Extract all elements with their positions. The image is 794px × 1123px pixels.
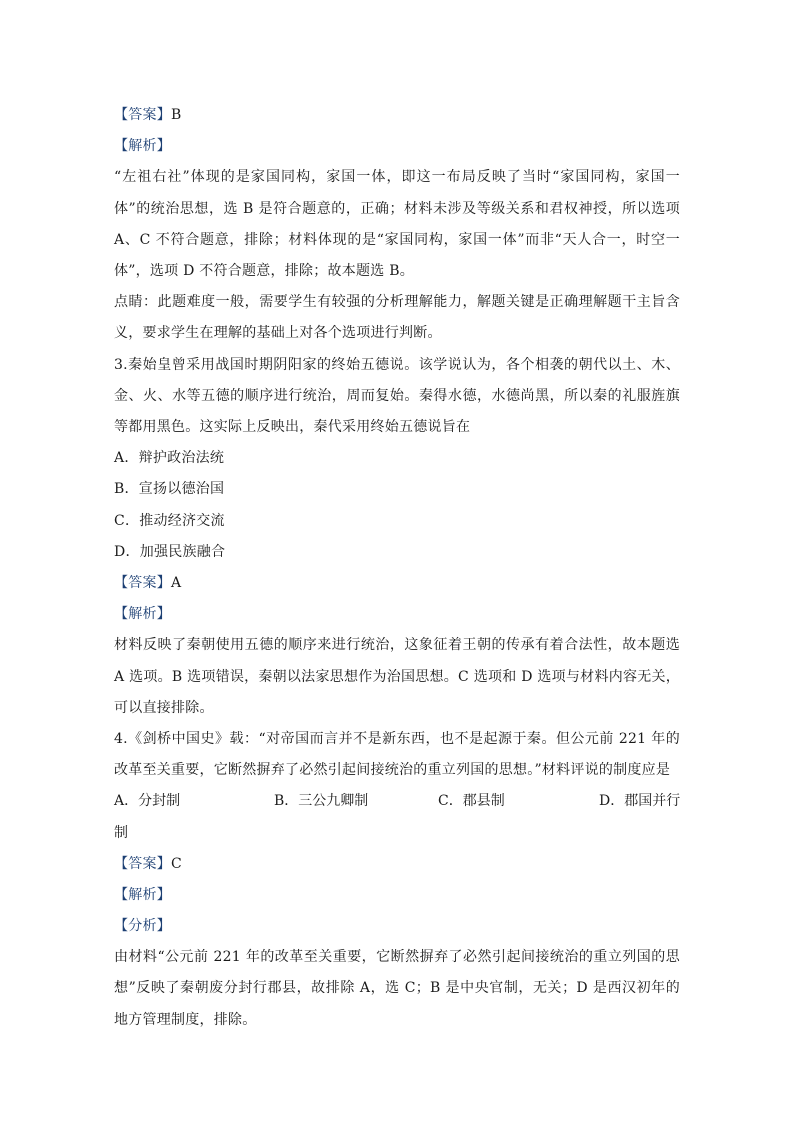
breakdown-tag: 【分析】 bbox=[114, 918, 171, 935]
answer-line-q4 bbox=[114, 849, 680, 880]
question-stem-q3: 3.秦始皇曾采用战国时期阴阳家的终始五德说。该学说认为，各个相袭的朝代以土、木、金、火、水等五德的顺序进行统治，周而复始。秦得水德，水德尚黑，所以秦的礼服旌旗等都用黑色。这实际上反映出，秦代采用终始五德说旨在 bbox=[114, 356, 680, 435]
analysis-heading-q2 bbox=[114, 131, 680, 162]
answer-value: C bbox=[171, 855, 182, 872]
answer-line-q2 bbox=[114, 100, 680, 131]
option-b-q4: B．三公九卿制 bbox=[274, 793, 369, 810]
answer-tag: 【答案】 bbox=[114, 574, 171, 591]
question-stem-q4: 4.《剑桥中国史》载：“对帝国而言并不是新东西，也不是起源于秦。但公元前 221 年的改革至关重要，它断然摒弃了必然引起间接统治的重立列国的思想。”材料评说的制度应是 bbox=[114, 730, 680, 779]
option-d-q4-continued: 制 bbox=[114, 824, 129, 841]
answer-line-q3 bbox=[114, 568, 680, 599]
answer-tag: 【答案】 bbox=[114, 855, 171, 872]
analysis-heading-q4 bbox=[114, 880, 680, 911]
answer-value: A bbox=[171, 574, 182, 591]
answer-tag: 【答案】 bbox=[114, 107, 171, 123]
document-page bbox=[114, 100, 680, 1036]
analysis-tag: 【解析】 bbox=[114, 886, 171, 903]
comment-text-q2: 点睛：此题难度一般，需要学生有较强的分析理解能力，解题关键是正确理解题干主旨含义，要求学生在理解的基础上对各个选项进行判断。 bbox=[114, 294, 680, 342]
option-b-q3: B．宣扬以德治国 bbox=[114, 481, 225, 498]
option-a-q3: A．辩护政治法统 bbox=[114, 450, 225, 467]
option-a-q4: A．分封制 bbox=[114, 793, 181, 810]
answer-value: B bbox=[171, 107, 182, 123]
option-c-q4: C．郡县制 bbox=[438, 793, 505, 810]
analysis-tag: 【解析】 bbox=[114, 606, 171, 623]
analysis-text-q2: “左祖右社”体现的是家国同构，家国一体，即这一布局反映了当时“家国同构，家国一体”的统治思想，选 B 是符合题意的，正确；材料未涉及等级关系和君权神授，所以选项 A、C 不符合题意，排除；材料体现的是“家国同构，家国一体”而非“天人合一，时空一体”，选项 D 不符合题意，排除；故本题选 B。 bbox=[114, 169, 680, 279]
breakdown-heading-q4 bbox=[114, 911, 680, 942]
options-row-q4 bbox=[114, 786, 680, 817]
analysis-text-q4: 由材料“公元前 221 年的改革至关重要，它断然摒弃了必然引起间接统治的重立列国的思想”反映了秦朝废分封行郡县，故排除 A，选 C；B 是中央官制，无关；D 是西汉初年的地方管理制度，排除。 bbox=[114, 949, 680, 1028]
option-d-q3: D．加强民族融合 bbox=[114, 543, 226, 560]
analysis-heading-q3 bbox=[114, 599, 680, 630]
option-d-q4: D．郡国并行 bbox=[599, 793, 681, 810]
analysis-text-q3: 材料反映了秦朝使用五德的顺序来进行统治，这象征着王朝的传承有着合法性，故本题选 A 选项。B 选项错误，秦朝以法家思想作为治国思想。C 选项和 D 选项与材料内容无关，可以直接排除。 bbox=[114, 637, 680, 716]
option-c-q3: C．推动经济交流 bbox=[114, 512, 225, 529]
analysis-tag: 【解析】 bbox=[114, 138, 171, 155]
